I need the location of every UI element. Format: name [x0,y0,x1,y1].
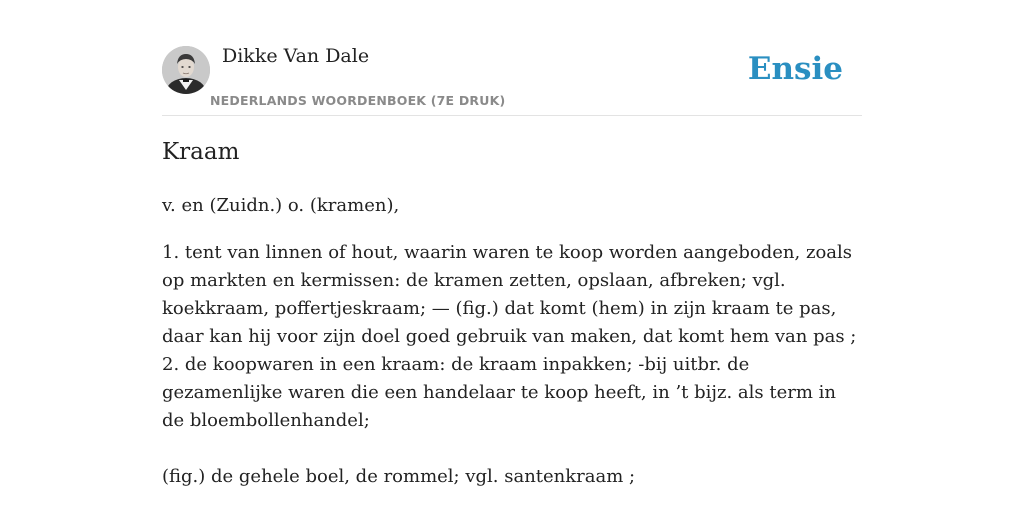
author-avatar[interactable] [162,46,210,94]
entry-body [162,192,862,491]
header-divider [162,115,862,116]
paragraph-gap [162,435,862,463]
portrait-image [162,46,210,94]
entry-sense-1: 1. tent van linnen of hout, waarin waren te koop worden aangeboden, zoals op markten en kermissen: de kramen zetten, opslaan, afbreken; vgl. koekkraam, poffertjeskraam; — (fig.) dat komt (hem) in zijn kraam te pas, daar kan hij voor zijn doel goed gebruik van maken, dat komt hem van pas ; [162,242,857,347]
entry-card [162,0,862,512]
source-label[interactable]: NEDERLANDS WOORDENBOEK (7E DRUK) [210,93,506,108]
entry-sense-2: 2. de koopwaren in een kraam: de kraam inpakken; -bij uitbr. de gezamenlijke waren die een handelaar te koop heeft, in ’t bijz. als term in de bloembollenhandel; [162,354,836,431]
entry-figurative: (fig.) de gehele boel, de rommel; vgl. santenkraam ; [162,466,636,487]
ensie-logo[interactable]: Ensie [747,51,843,87]
author-name[interactable]: Dikke Van Dale [222,45,370,67]
entry-grammar: v. en (Zuidn.) o. (kramen), [162,195,400,216]
entry-title: Kraam [162,139,240,165]
